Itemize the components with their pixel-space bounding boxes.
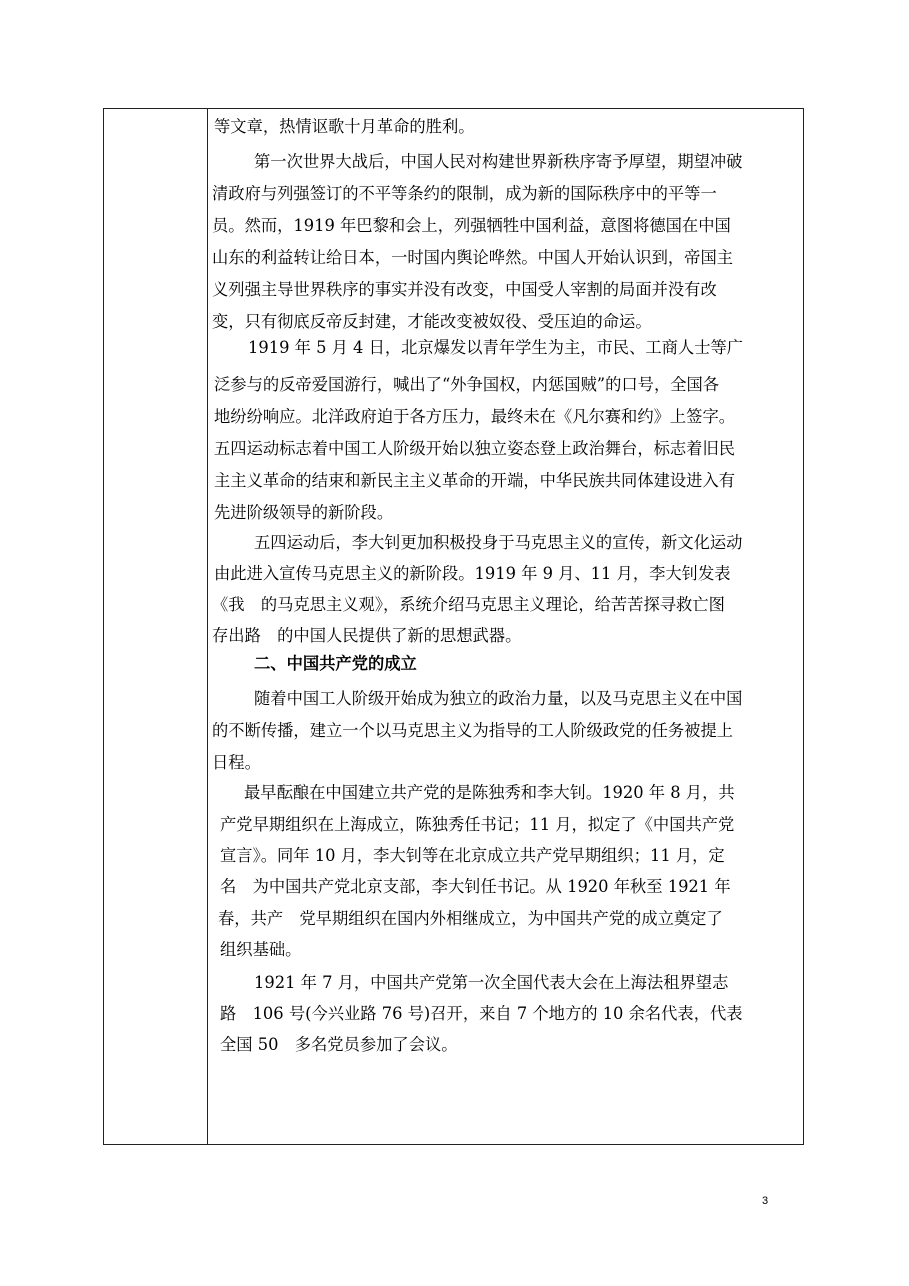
text-line: 全国 50 多名党员参加了会议。: [220, 1035, 458, 1054]
text-line: 主主义革命的结束和新民主主义革命的开端，中华民族共同体建设进入有: [214, 471, 736, 490]
text-line: 泛参与的反帝爱国游行，喊出了“外争国权，内惩国贼”的口号，全国各: [214, 375, 720, 394]
text-line: 清政府与列强签订的不平等条约的限制，成为新的国际秩序中的平等一: [212, 184, 717, 203]
table-frame: [103, 108, 804, 1145]
text-line: 地纷纷响应。北洋政府迫于各方压力，最终未在《凡尔赛和约》上签字。: [214, 407, 736, 426]
text-line: 义列强主导世界秩序的事实并没有改变，中国受人宰割的局面并没有改: [212, 280, 717, 299]
text-line: 1921 年 7 月，中国共产党第一次全国代表大会在上海法租界望志: [254, 973, 729, 992]
section-heading: 二、中国共产党的成立: [254, 654, 417, 673]
text-line: 组织基础。: [220, 940, 302, 959]
text-line: 日程。: [212, 753, 261, 772]
text-line: 的不断传播，建立一个以马克思主义为指导的工人阶级政党的任务被提上: [212, 721, 734, 740]
text-line: 存出路 的中国人民提供了新的思想武器。: [212, 626, 522, 645]
text-line: 第一次世界大战后，中国人民对构建世界新秩序寄予厚望，期望冲破: [254, 152, 743, 171]
text-line: 变，只有彻底反帝反封建，才能改变被奴役、受压迫的命运。: [212, 312, 652, 331]
text-line: 五四运动标志着中国工人阶级开始以独立姿态登上政治舞台，标志着旧民: [214, 439, 736, 458]
text-line: 山东的利益转让给日本，一时国内舆论哗然。中国人开始认识到，帝国主: [212, 248, 734, 267]
text-line: 先进阶级领导的新阶段。: [214, 503, 394, 522]
text-line: 等文章，热情讴歌十月革命的胜利。: [214, 117, 475, 136]
text-line: 春，共产 党早期组织在国内外相继成立，为中国共产党的成立奠定了: [218, 909, 723, 928]
text-line: 《我 的马克思主义观》，系统介绍马克思主义理论，给苦苦探寻救亡图: [212, 595, 725, 614]
text-line: 产党早期组织在上海成立，陈独秀任书记；11 月，拟定了《中国共产党: [220, 815, 735, 834]
text-line: 随着中国工人阶级开始成为独立的政治力量，以及马克思主义在中国: [254, 689, 743, 708]
text-line: 五四运动后，李大钊更加积极投身于马克思主义的宣传，新文化运动: [254, 533, 743, 552]
text-line: 路 106 号(今兴业路 76 号)召开，来自 7 个地方的 10 余名代表，代表: [220, 1004, 743, 1023]
page-number: 3: [762, 1195, 769, 1207]
text-line: 最早酝酿在中国建立共产党的是陈独秀和李大钊。1920 年 8 月，共: [244, 783, 735, 802]
text-line: 宣言》。同年 10 月，李大钊等在北京成立共产党早期组织；11 月，定: [220, 846, 725, 865]
text-line: 名 为中国共产党北京支部，李大钊任书记。从 1920 年秋至 1921 年: [220, 877, 731, 896]
text-line: 由此进入宣传马克思主义的新阶段。1919 年 9 月、11 月，李大钊发表: [214, 564, 731, 583]
left-column-cell: [104, 109, 208, 1144]
text-line: 1919 年 5 月 4 日，北京爆发以青年学生为主，市民、工商人士等广: [248, 338, 744, 357]
text-line: 员。然而，1919 年巴黎和会上，列强牺牲中国利益，意图将德国在中国: [212, 216, 731, 235]
